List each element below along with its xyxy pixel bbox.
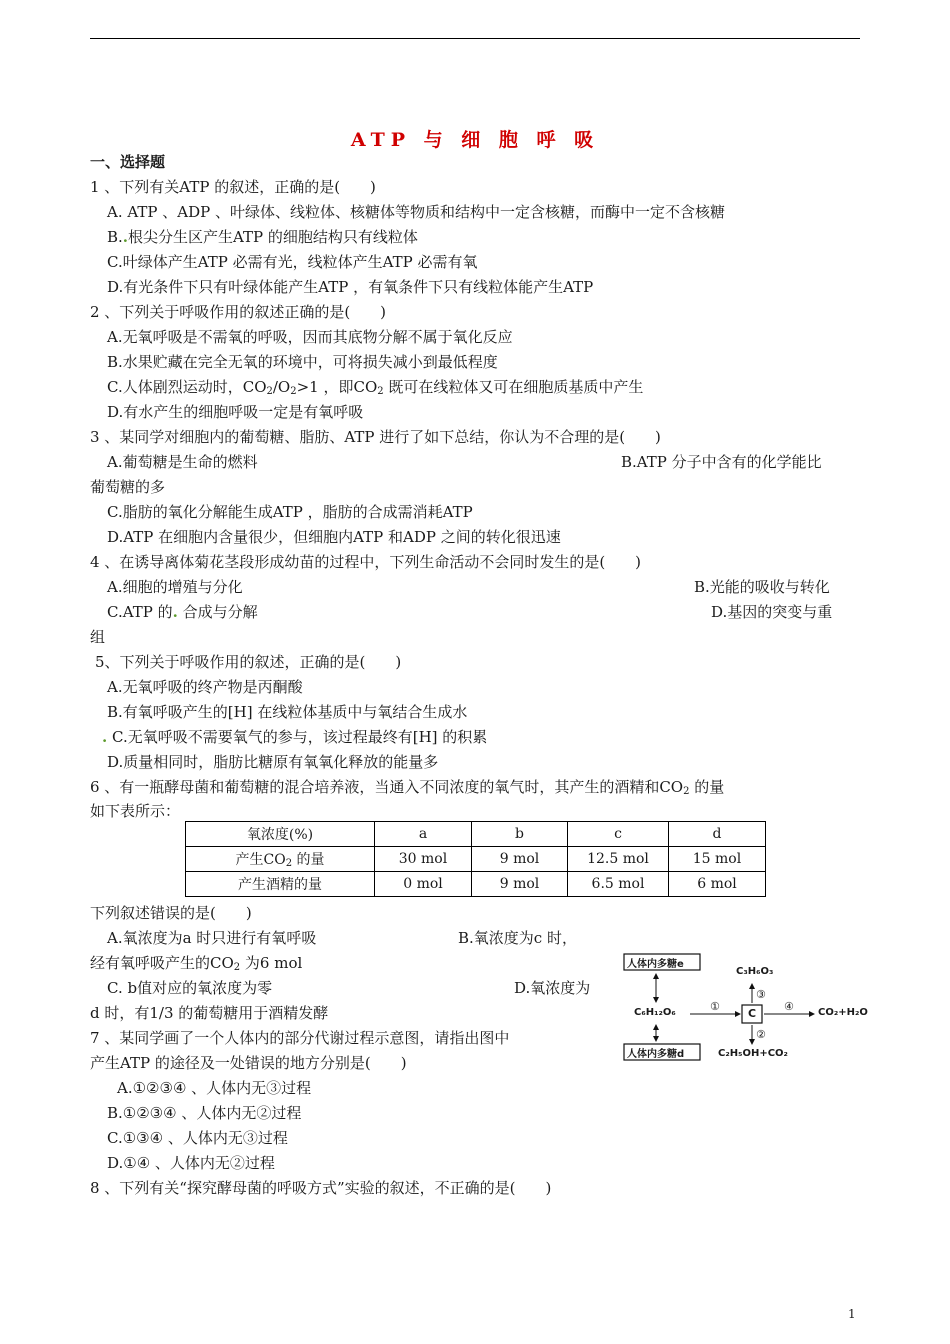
q6-option-b-cont: 经有氧呼吸产生的$CO_2$ 为6 mol [90, 954, 303, 973]
stray-dot: . [122, 228, 129, 246]
q5-option-d: D.质量相同时，脂肪比糖原有氧氧化释放的能量多 [107, 753, 439, 771]
polysaccharide-d-label: 人体内多糖d [627, 1049, 685, 1060]
q7-option-d: D.①④ 、人体内无②过程 [107, 1154, 275, 1172]
q4-option-d-cont: 组 [90, 628, 106, 646]
table-cell: 12.5 mol [568, 847, 669, 872]
table-cell: 30 mol [375, 847, 472, 872]
q4-option-a: A.细胞的增殖与分化 [107, 578, 243, 596]
q6-option-a: A.氧浓度为a 时只进行有氧呼吸 [107, 929, 317, 947]
metabolism-diagram [618, 950, 874, 1068]
q2-option-d: D.有水产生的细胞呼吸一定是有氧呼吸 [107, 403, 364, 421]
step-2-label: ② [756, 1028, 766, 1041]
page-number: 1 [848, 1307, 856, 1321]
q4-option-b: B.光能的吸收与转化 [694, 578, 830, 596]
stray-dot: . [102, 728, 108, 746]
table-cell: d [669, 822, 766, 847]
q4-option-d: D.基因的突变与重 [711, 603, 833, 621]
lactate-label: C₃H₆O₃ [736, 966, 774, 977]
q6-stem-cont: 如下表所示： [90, 802, 181, 820]
q3-option-b-cont: 葡萄糖的多 [90, 478, 166, 496]
table-cell: 产生$CO_2$ 的量 [186, 847, 375, 872]
stray-dot: . [172, 603, 178, 621]
q3-option-c: C.脂肪的氧化分解能生成ATP ，脂肪的合成需消耗ATP [107, 503, 473, 521]
q1-option-c: C.叶绿体产生ATP 必需有光，线粒体产生ATP 必需有氧 [107, 253, 478, 271]
q1-option-a: A. ATP 、ADP 、叶绿体、线粒体、核糖体等物质和结构中一定含核糖，而酶中一定不含核糖 [107, 203, 725, 221]
q1-option-b: B..根尖分生区产生ATP 的细胞结构只有线粒体 [107, 228, 418, 246]
q7-stem: 7 、某同学画了一个人体内的部分代谢过程示意图，请指出图中 [90, 1029, 510, 1047]
q6-ask: 下列叙述错误的是( ) [90, 904, 252, 922]
step-3-label: ③ [756, 988, 766, 1001]
step-4-label: ④ [784, 1000, 794, 1013]
glucose-label: C₆H₁₂O₆ [634, 1007, 676, 1018]
table-header-row [186, 822, 766, 847]
header-rule [90, 38, 860, 39]
q7-option-a: A.①②③④ 、人体内无③过程 [117, 1079, 312, 1097]
q3-option-a: A.葡萄糖是生命的燃料 [107, 453, 258, 471]
q5-stem: 5、下列关于呼吸作用的叙述，正确的是( ) [95, 653, 402, 671]
q6-option-d-cont: d 时，有1/3 的葡萄糖用于酒精发酵 [90, 1004, 329, 1022]
section-heading: 一、选择题 [90, 153, 166, 171]
table-cell: 产生酒精的量 [186, 872, 375, 897]
q2-option-b: B.水果贮藏在完全无氧的环境中，可将损失减小到最低程度 [107, 353, 498, 371]
q2-stem: 2 、下列关于呼吸作用的叙述正确的是( ) [90, 303, 387, 321]
q1-stem: 1 、下列有关ATP 的叙述，正确的是( ) [90, 178, 376, 196]
q6-option-b: B.氧浓度为c 时， [458, 929, 577, 947]
q4-option-c: C.ATP 的. 合成与分解 [107, 603, 258, 621]
table-row [186, 847, 766, 872]
q7-option-b: B.①②③④ 、人体内无②过程 [107, 1104, 302, 1122]
polysaccharide-e-label: 人体内多糖e [627, 959, 684, 970]
table-cell: 6 mol [669, 872, 766, 897]
step-1-label: ① [710, 1000, 720, 1013]
q5-option-b: B.有氧呼吸产生的[H] 在线粒体基质中与氧结合生成水 [107, 703, 468, 721]
table-cell: 9 mol [472, 872, 568, 897]
q4-stem: 4 、在诱导离体菊花茎段形成幼苗的过程中，下列生命活动不会同时发生的是( ) [90, 553, 642, 571]
q6-option-d: D.氧浓度为 [514, 979, 591, 997]
center-label: C [748, 1007, 757, 1020]
table-cell: 6.5 mol [568, 872, 669, 897]
aerobic-products-label: CO₂+H₂O [818, 1007, 868, 1018]
q2-option-c: C.人体剧烈运动时，$CO_2/O_2>1$ ，即$CO_2$ 既可在线粒体又可在细胞质基质中产生 [107, 378, 644, 397]
table-cell: 15 mol [669, 847, 766, 872]
q3-option-b: B.ATP 分子中含有的化学能比 [621, 453, 822, 471]
q7-option-c: C.①③④ 、人体内无③过程 [107, 1129, 288, 1147]
q5-option-a: A.无氧呼吸的终产物是丙酮酸 [107, 678, 303, 696]
q6-stem: 6 、有一瓶酵母菌和葡萄糖的混合培养液，当通入不同浓度的氧气时，其产生的酒精和$CO_2$ 的量 [90, 778, 725, 797]
table-cell: 氧浓度(%) [186, 822, 375, 847]
q3-option-d: D.ATP 在细胞内含量很少，但细胞内ATP 和ADP 之间的转化很迅速 [107, 528, 561, 546]
page-title: ATP 与 细 胞 呼 吸 [350, 129, 600, 151]
q3-stem: 3 、某同学对细胞内的葡萄糖、脂肪、ATP 进行了如下总结，你认为不合理的是( ) [90, 428, 661, 446]
table-cell: a [375, 822, 472, 847]
q1-option-d: D.有光条件下只有叶绿体能产生ATP ，有氧条件下只有线粒体能产生ATP [107, 278, 594, 296]
q7-stem-cont: 产生ATP 的途径及一处错误的地方分别是( ) [90, 1054, 407, 1072]
ethanol-label: C₂H₅OH+CO₂ [718, 1048, 788, 1059]
oxygen-table [185, 821, 766, 897]
table-cell: b [472, 822, 568, 847]
table-cell: c [568, 822, 669, 847]
table-cell: 0 mol [375, 872, 472, 897]
table-row [186, 872, 766, 897]
table-cell: 9 mol [472, 847, 568, 872]
q5-option-c: . C.无氧呼吸不需要氧气的参与，该过程最终有[H] 的积累 [102, 728, 488, 746]
q2-option-a: A.无氧呼吸是不需氧的呼吸，因而其底物分解不属于氧化反应 [107, 328, 513, 346]
q6-option-c: C. b值对应的氧浓度为零 [107, 979, 273, 997]
q8-stem: 8 、下列有关“探究酵母菌的呼吸方式”实验的叙述，不正确的是( ) [90, 1179, 552, 1197]
